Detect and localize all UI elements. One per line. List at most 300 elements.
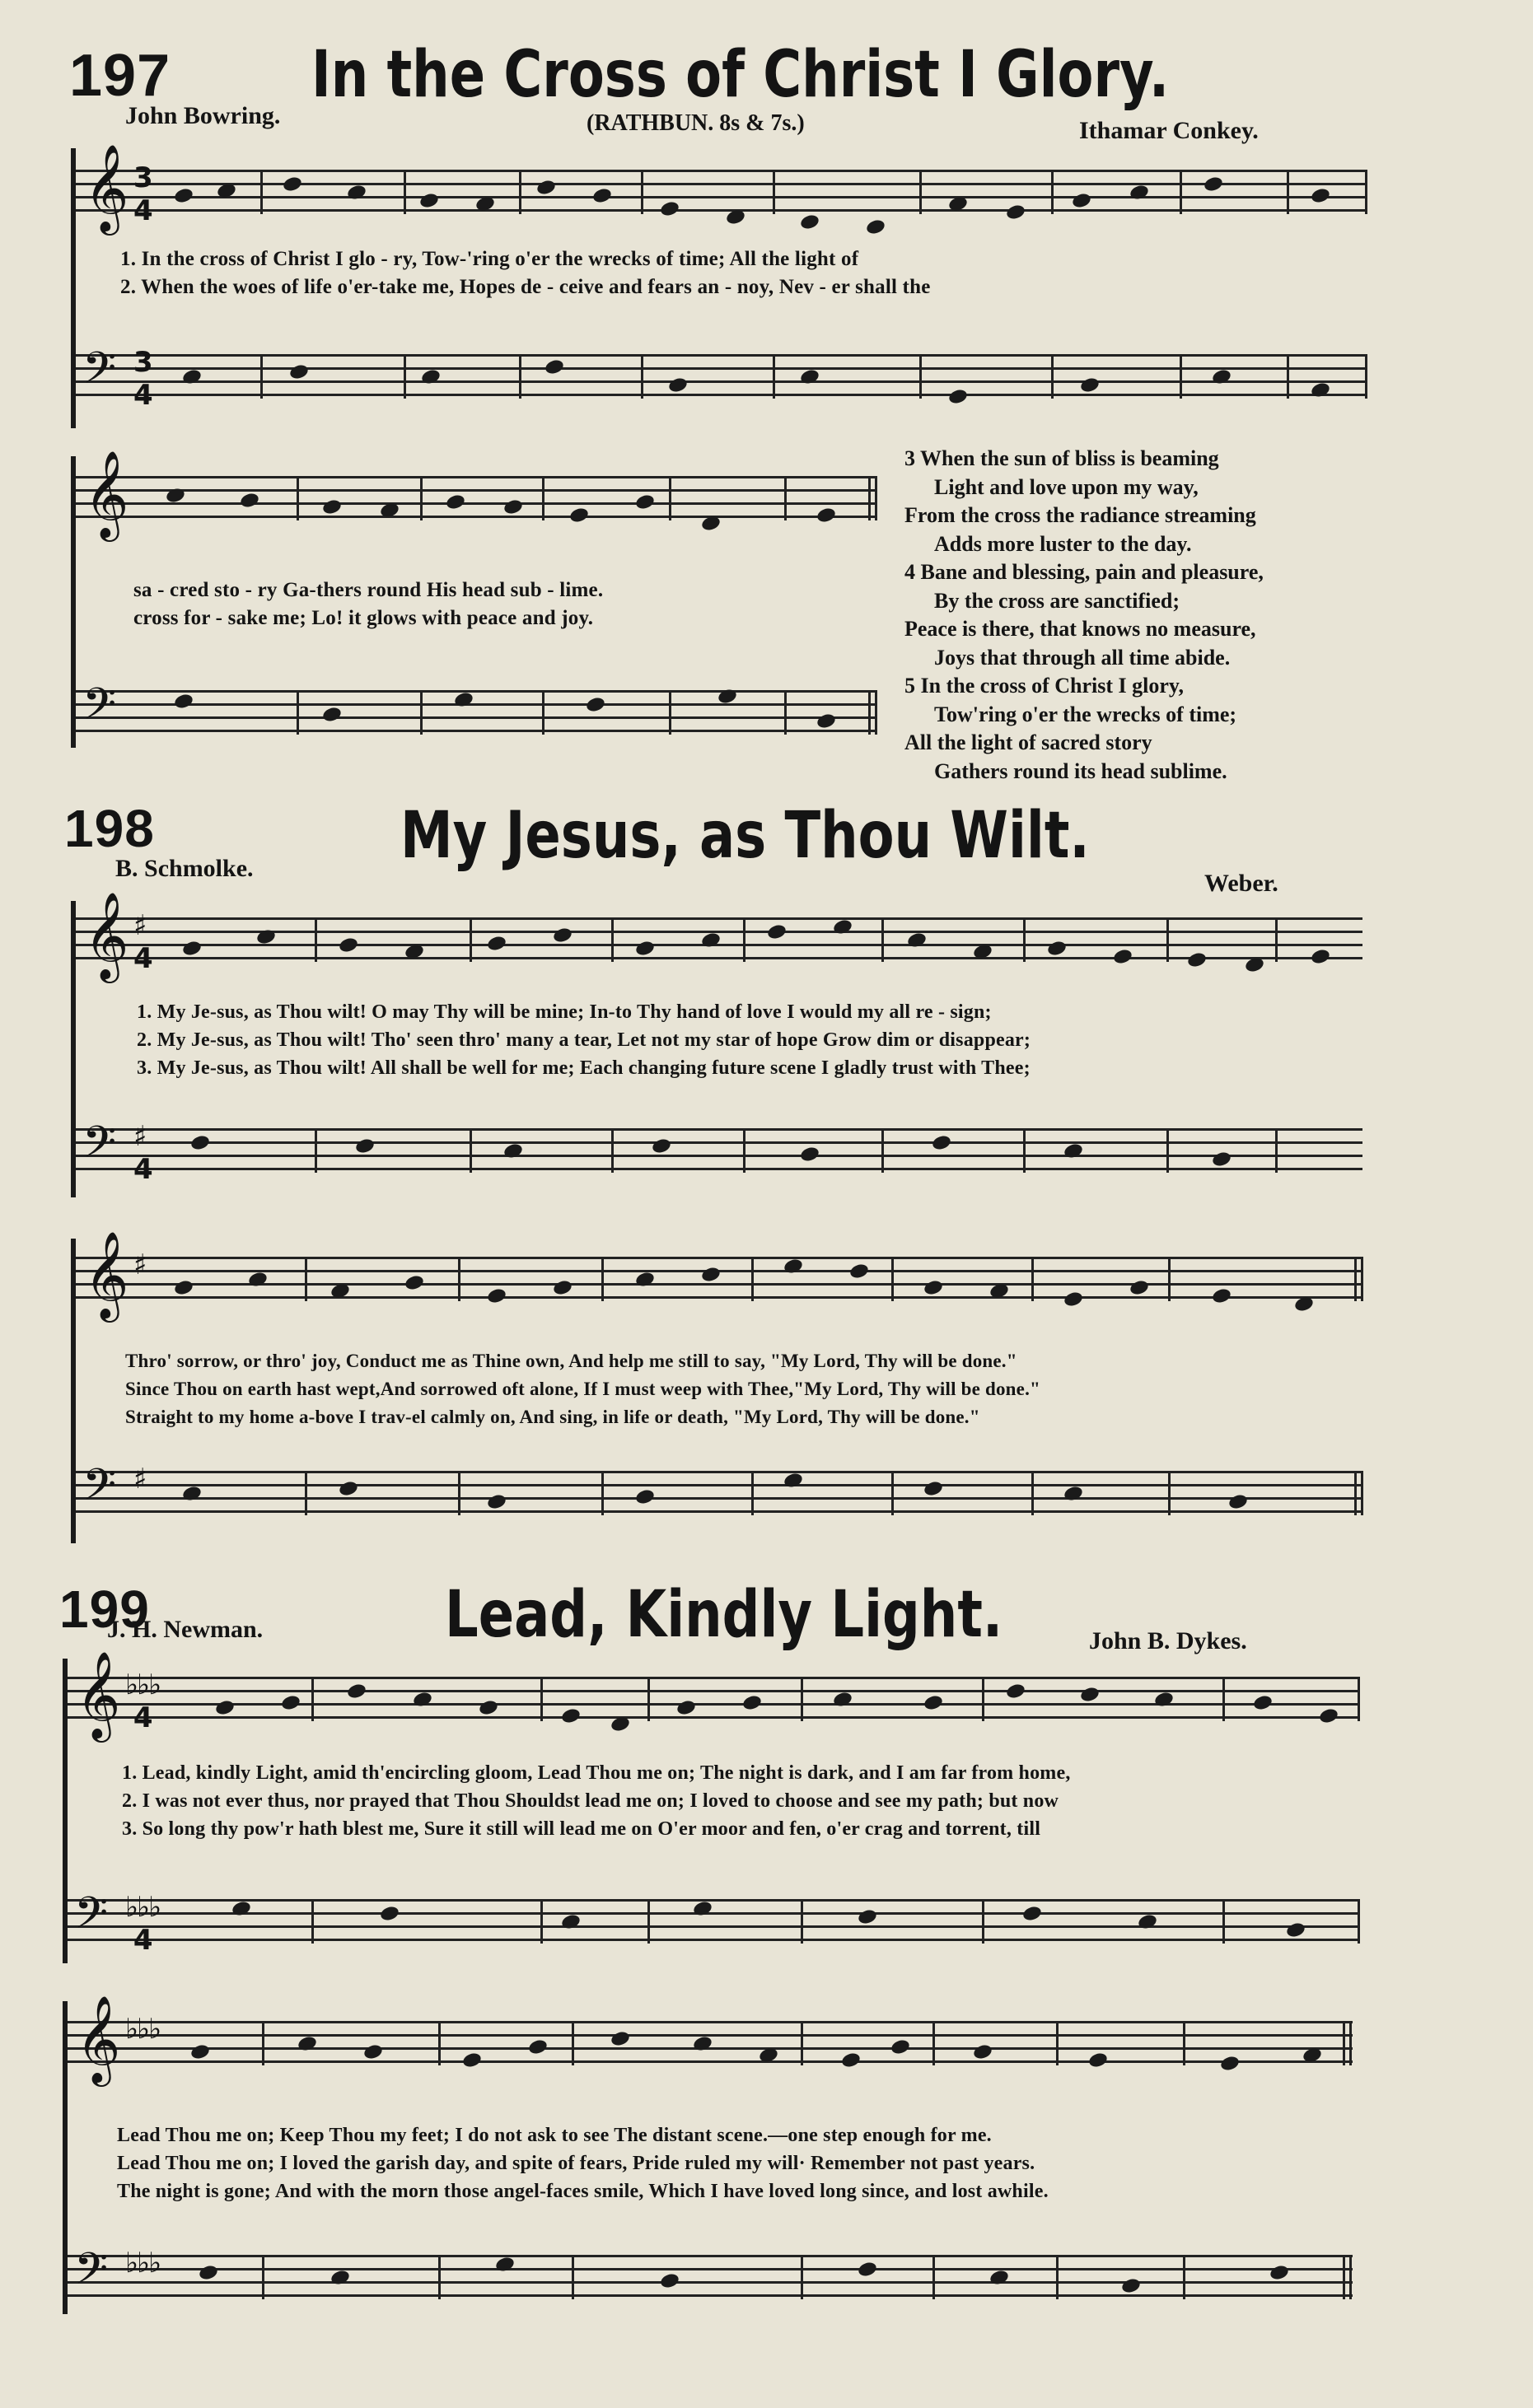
treble-staff (68, 1650, 1359, 1738)
note-head (330, 2269, 351, 2287)
hymn-title: In the Cross of Christ I Glory. (311, 38, 1170, 112)
note-head (783, 1258, 804, 1276)
note-head (931, 1134, 952, 1152)
bar-line (801, 2255, 803, 2299)
hymn-author: B. Schmolke. (115, 855, 254, 882)
note-head (1211, 368, 1232, 386)
note-head (247, 1271, 269, 1289)
lyric-line: Since Thou on earth hast wept,And sorrowed oft alone, If I must weep with Thee,"My Lord, Thy will be done." (125, 1379, 1040, 1399)
note-head (288, 363, 310, 381)
note-head (1310, 187, 1331, 205)
note-head (280, 1694, 301, 1712)
note-head (1293, 1295, 1315, 1314)
bar-line (1275, 917, 1278, 962)
note-head (1120, 2277, 1142, 2295)
note-head (799, 1146, 820, 1164)
lyrics-system-2 (133, 576, 603, 632)
hymn-number: 199 (59, 1580, 150, 1639)
bar-line (470, 1128, 472, 1173)
bar-line (420, 690, 423, 735)
bar-line (1183, 2255, 1185, 2299)
bar-line (601, 1471, 604, 1515)
note-head (692, 2035, 713, 2053)
note-head (1112, 948, 1133, 966)
bar-line (1361, 1257, 1363, 1301)
note-head (346, 184, 367, 202)
bar-line (919, 354, 922, 399)
note-head (1129, 184, 1150, 202)
bass-clef-icon: 𝄢 (74, 2244, 109, 2305)
lyric-line: Lead Thou me on; Keep Thou my feet; I do not ask to see The distant scene.—one step enough for me. (117, 2125, 992, 2146)
lyric-line: 3. My Je-sus, as Thou wilt! All shall be well for me; Each changing future scene I gladly trust with Thee; (137, 1057, 1031, 1079)
note-head (585, 696, 606, 714)
note-head (461, 2051, 483, 2070)
note-head (651, 1137, 672, 1155)
note-head (700, 515, 722, 533)
note-head (832, 1691, 853, 1709)
lyric-line: cross for - sake me; Lo! it glows with peace and joy. (133, 607, 594, 629)
note-head (758, 2046, 779, 2065)
note-head (321, 706, 343, 724)
hymn-tune: (RATHBUN. 8s & 7s.) (587, 110, 805, 136)
bar-line (751, 1471, 754, 1515)
note-head (923, 1694, 944, 1712)
note-head (338, 936, 359, 954)
note-head (1203, 175, 1224, 194)
bar-line (773, 170, 775, 214)
note-head (189, 2043, 211, 2061)
bar-line (1361, 1471, 1363, 1515)
note-head (947, 195, 969, 213)
hymn-number: 197 (69, 43, 171, 109)
note-head (214, 1699, 236, 1717)
bar-line (1031, 1257, 1034, 1301)
treble-clef-icon: 𝄞 (84, 450, 129, 538)
note-head (181, 368, 203, 386)
treble-staff (76, 450, 876, 538)
bar-line (932, 2255, 935, 2299)
note-head (420, 368, 442, 386)
note-head (591, 187, 613, 205)
bar-line (982, 1899, 984, 1944)
lyric-line: Thro' sorrow, or thro' joy, Conduct me as Thine own, And help me still to say, "My Lord, Thy will be done." (125, 1351, 1017, 1371)
note-head (634, 1488, 656, 1506)
bar-line (932, 2021, 935, 2065)
bar-line (1287, 354, 1289, 399)
lyric-line: 1. In the cross of Christ I glo - ry, Tow-'ring o'er the wrecks of time; All the light of (120, 248, 859, 270)
note-head (1211, 1150, 1232, 1169)
bar-line (519, 354, 521, 399)
hymn-composer: Weber. (1204, 870, 1278, 897)
stanza-line: 3 When the sun of bliss is beaming (904, 446, 1219, 470)
note-head (1063, 1142, 1084, 1160)
bar-line (572, 2255, 574, 2299)
note-head (1046, 940, 1068, 958)
note-head (346, 1682, 367, 1701)
bar-line (1051, 354, 1054, 399)
bar-line (315, 917, 317, 962)
treble-clef-icon: 𝄞 (76, 1995, 121, 2083)
bar-line (458, 1257, 460, 1301)
note-head (1310, 381, 1331, 399)
note-head (989, 1282, 1010, 1300)
bar-line (891, 1257, 894, 1301)
bar-line (470, 917, 472, 962)
stanza-line: Peace is there, that knows no measure, (904, 617, 1256, 641)
note-head (1269, 2264, 1290, 2282)
note-head (412, 1691, 433, 1709)
time-signature: 3 4 (133, 161, 152, 227)
note-head (700, 1266, 722, 1284)
note-head (1227, 1493, 1249, 1511)
bar-line (891, 1471, 894, 1515)
bar-line (881, 917, 884, 962)
bar-line (1343, 2255, 1345, 2299)
bar-line (1168, 1257, 1171, 1301)
note-head (1087, 2051, 1109, 2070)
note-head (840, 2051, 862, 2070)
bar-line (868, 476, 871, 520)
bar-line (540, 1677, 543, 1721)
bar-line (647, 1677, 650, 1721)
bar-line (919, 170, 922, 214)
bar-line (784, 690, 787, 735)
hymn-composer: Ithamar Conkey. (1079, 117, 1259, 144)
bar-line (1180, 170, 1182, 214)
note-head (330, 1282, 351, 1300)
note-head (923, 1279, 944, 1297)
key-signature: ♯ (133, 1248, 146, 1281)
bar-line (641, 354, 643, 399)
note-head (890, 2038, 911, 2056)
bar-line (1166, 1128, 1169, 1173)
bar-line (601, 1257, 604, 1301)
key-signature: ♭♭♭ 4 (125, 1668, 161, 1734)
lyric-line: Straight to my home a-bove I trav-el calmly on, And sing, in life or death, "My Lord, Thy will be done." (125, 1407, 980, 1427)
note-head (816, 712, 837, 730)
note-head (181, 1485, 203, 1503)
bar-line (868, 690, 871, 735)
note-head (338, 1480, 359, 1498)
stanza-line: By the cross are sanctified; (934, 588, 1180, 613)
stanza-line: From the cross the radiance streaming (904, 503, 1256, 527)
bar-line (1031, 1471, 1034, 1515)
note-head (1071, 192, 1092, 210)
note-head (535, 179, 557, 197)
bar-line (260, 354, 263, 399)
bar-line (262, 2021, 264, 2065)
bar-line (1023, 1128, 1026, 1173)
note-head (923, 1480, 944, 1498)
stanza-line: Joys that through all time abide. (934, 645, 1231, 670)
note-head (1021, 1905, 1043, 1923)
bar-line (881, 1128, 884, 1173)
key-signature: ♭♭♭ 4 (125, 1891, 161, 1957)
hymn-composer: John B. Dykes. (1089, 1627, 1247, 1654)
bass-clef-icon: 𝄢 (82, 1118, 117, 1178)
bar-line (420, 476, 423, 520)
note-head (857, 1908, 878, 1926)
key-signature: ♯ 4 (133, 909, 152, 975)
note-head (198, 2264, 219, 2282)
note-head (1137, 1913, 1158, 1931)
stanza-line: All the light of sacred story (904, 730, 1152, 754)
stanza-line: 5 In the cross of Christ I glory, (904, 674, 1184, 698)
lyric-line: 2. I was not ever thus, nor prayed that Thou Shouldst lead me on; I loved to choose and see my path; but now (122, 1790, 1059, 1812)
bar-line (542, 476, 544, 520)
note-head (297, 2035, 318, 2053)
note-head (165, 487, 186, 505)
note-head (659, 200, 680, 218)
bass-clef-icon: 𝄢 (74, 1888, 109, 1949)
treble-staff (76, 143, 1367, 231)
bar-line (297, 690, 299, 735)
note-head (1219, 2055, 1241, 2073)
note-head (189, 1134, 211, 1152)
bar-line (311, 1677, 314, 1721)
lyrics-system-1 (120, 245, 931, 301)
note-head (502, 498, 524, 516)
stanza-line: Light and love upon my way, (934, 474, 1199, 499)
bar-line (669, 476, 671, 520)
note-head (552, 926, 573, 945)
note-head (799, 213, 820, 231)
note-head (725, 208, 746, 226)
bar-line (801, 1677, 803, 1721)
note-head (1310, 948, 1331, 966)
bar-line (1180, 354, 1182, 399)
bar-line (1056, 2021, 1059, 2065)
note-head (282, 175, 303, 194)
bass-staff (68, 1888, 1359, 1957)
bar-line (519, 170, 521, 214)
note-head (552, 1279, 573, 1297)
note-head (1244, 956, 1265, 974)
note-head (1005, 203, 1026, 222)
bar-line (669, 690, 671, 735)
lyric-line: The night is gone; And with the morn those angel-faces smile, Which I have loved long since, and lost awhile. (117, 2181, 1049, 2202)
note-head (1285, 1921, 1306, 1939)
treble-staff (76, 1230, 1362, 1318)
bar-line (784, 476, 787, 520)
note-head (972, 943, 993, 961)
note-head (181, 940, 203, 958)
bass-staff (76, 1118, 1362, 1186)
bar-line (801, 1899, 803, 1944)
note-head (1079, 376, 1101, 394)
bar-line (1287, 170, 1289, 214)
hymn-title: Lead, Kindly Light. (445, 1578, 1003, 1652)
bar-line (540, 1899, 543, 1944)
treble-clef-icon: 𝄞 (76, 1650, 121, 1738)
bar-line (875, 690, 877, 735)
note-head (568, 506, 590, 525)
note-head (610, 2030, 631, 2048)
note-head (173, 1279, 194, 1297)
note-head (474, 195, 496, 213)
note-head (173, 693, 194, 711)
note-head (1318, 1707, 1339, 1725)
note-head (783, 1472, 804, 1490)
stanza-line: 4 Bane and blessing, pain and pleasure, (904, 560, 1264, 584)
bar-line (1222, 1677, 1225, 1721)
hymn-author: J. H. Newman. (107, 1616, 264, 1643)
note-head (486, 935, 507, 953)
note-head (947, 388, 969, 406)
key-signature: ♯ 4 (133, 1120, 152, 1186)
bar-line (1343, 2021, 1345, 2065)
note-head (239, 492, 260, 510)
note-head (379, 1905, 400, 1923)
note-head (700, 931, 722, 950)
bar-line (572, 2021, 574, 2065)
note-head (766, 923, 788, 941)
note-head (857, 2261, 878, 2279)
bar-line (611, 1128, 614, 1173)
treble-clef-icon: 𝄞 (84, 143, 129, 231)
bar-line (1023, 917, 1026, 962)
note-head (1252, 1694, 1274, 1712)
note-head (659, 2272, 680, 2290)
bar-line (743, 917, 745, 962)
note-head (321, 498, 343, 516)
bar-line (262, 2255, 264, 2299)
bar-line (1365, 354, 1367, 399)
time-signature: 3 4 (133, 346, 152, 412)
bar-line (1354, 1257, 1357, 1301)
note-head (667, 376, 689, 394)
bar-line (1051, 170, 1054, 214)
lyric-line: 2. When the woes of life o'er-take me, Hopes de - ceive and fears an - noy, Nev - er shall the (120, 276, 931, 298)
bar-line (801, 2021, 803, 2065)
lyrics-system-2 (125, 1347, 1040, 1431)
bar-line (305, 1257, 307, 1301)
bar-line (1275, 1128, 1278, 1173)
stanza-line: Adds more luster to the day. (934, 531, 1192, 556)
bar-line (1056, 2255, 1059, 2299)
bar-line (1168, 1471, 1171, 1515)
note-head (816, 506, 837, 525)
note-head (989, 2269, 1010, 2287)
note-head (404, 1274, 425, 1292)
note-head (865, 218, 886, 236)
lyric-line: 1. My Je-sus, as Thou wilt! O may Thy will be mine; In-to Thy hand of love I would my all re - sign; (137, 1001, 992, 1023)
note-head (1211, 1287, 1232, 1305)
additional-stanzas (904, 445, 1264, 786)
lyrics-system-2 (117, 2121, 1049, 2205)
note-head (560, 1913, 582, 1931)
key-signature: ♭♭♭ (125, 2247, 161, 2280)
bar-line (751, 1257, 754, 1301)
note-head (1005, 1682, 1026, 1701)
lyric-line: 3. So long thy pow'r hath blest me, Sure it still will lead me on O'er moor and fen, o'er crag and torrent, till (122, 1818, 1041, 1840)
bar-line (404, 354, 406, 399)
bass-clef-icon: 𝄢 (82, 1460, 117, 1521)
bar-line (1183, 2021, 1185, 2065)
treble-staff (68, 1995, 1353, 2083)
note-head (354, 1137, 376, 1155)
bar-line (1166, 917, 1169, 962)
bar-line (611, 917, 614, 962)
note-head (1129, 1279, 1150, 1297)
bass-staff (76, 1460, 1362, 1524)
note-head (486, 1287, 507, 1305)
bar-line (311, 1899, 314, 1944)
lyric-line: Lead Thou me on; I loved the garish day, and spite of fears, Pride ruled my will· Remember not past years. (117, 2153, 1035, 2174)
note-head (502, 1142, 524, 1160)
bar-line (1222, 1899, 1225, 1944)
stanza-line: Tow'ring o'er the wrecks of time; (934, 702, 1237, 726)
note-head (832, 918, 853, 936)
lyric-line: sa - cred sto - ry Ga-thers round His head sub - lime. (133, 579, 604, 601)
bar-line (647, 1899, 650, 1944)
bar-line (773, 354, 775, 399)
hymn-title: My Jesus, as Thou Wilt. (400, 799, 1090, 873)
note-head (418, 192, 440, 210)
lyrics-system-1 (137, 998, 1031, 1082)
hymn-author: John Bowring. (125, 102, 281, 129)
bar-line (438, 2021, 441, 2065)
bass-staff (68, 2244, 1353, 2308)
note-head (1302, 2046, 1323, 2065)
key-signature: ♯ (133, 1463, 146, 1496)
bar-line (641, 170, 643, 214)
treble-clef-icon: 𝄞 (84, 891, 129, 979)
note-head (560, 1707, 582, 1725)
bar-line (315, 1128, 317, 1173)
note-head (717, 688, 738, 706)
note-head (362, 2043, 384, 2061)
note-head (1153, 1691, 1175, 1709)
bar-line (542, 690, 544, 735)
bar-line (438, 2255, 441, 2299)
bar-line (260, 170, 263, 214)
bar-line (875, 476, 877, 520)
note-head (972, 2043, 993, 2061)
note-head (1186, 951, 1208, 969)
note-head (445, 493, 466, 511)
note-head (634, 493, 656, 511)
note-head (453, 691, 474, 709)
note-head (906, 931, 928, 950)
bar-line (458, 1471, 460, 1515)
bar-line (297, 476, 299, 520)
note-head (1063, 1485, 1084, 1503)
note-head (610, 1715, 631, 1734)
note-head (741, 1694, 763, 1712)
note-head (231, 1900, 252, 1918)
note-head (1063, 1290, 1084, 1309)
treble-staff (76, 891, 1362, 979)
bar-line (305, 1471, 307, 1515)
note-head (675, 1699, 697, 1717)
bar-line (743, 1128, 745, 1173)
bar-line (1349, 2255, 1352, 2299)
bar-line (1354, 1471, 1357, 1515)
note-head (1079, 1686, 1101, 1704)
bar-line (404, 170, 406, 214)
note-head (404, 943, 425, 961)
note-head (494, 2256, 516, 2274)
lyrics-system-1 (122, 1759, 1071, 1843)
note-head (486, 1493, 507, 1511)
note-head (848, 1262, 870, 1281)
note-head (173, 187, 194, 205)
bass-clef-icon: 𝄢 (82, 343, 117, 404)
note-head (799, 368, 820, 386)
bass-staff (76, 343, 1367, 412)
treble-clef-icon: 𝄞 (84, 1230, 129, 1318)
